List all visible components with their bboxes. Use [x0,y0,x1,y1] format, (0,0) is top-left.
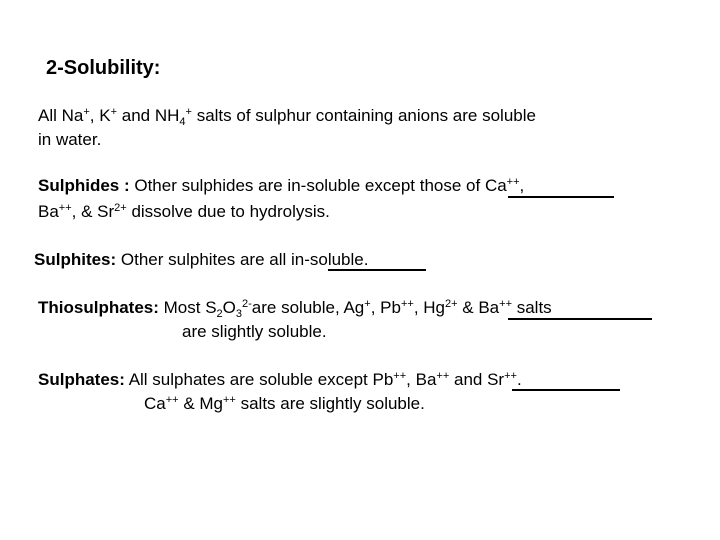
intro-sup-2: + [110,106,118,118]
sulph-text-d: . [516,370,522,389]
sulphides-text-sr: , & Sr [71,202,115,221]
sulphites-underline [328,269,426,271]
sulphides-text-ba: Ba [38,202,59,221]
sulphides-text-end: dissolve due to hydrolysis. [126,202,330,221]
thiosulphates-line-1 [38,298,552,318]
thiosulphates-heading: Thiosulphates: [38,298,159,317]
sulphates-line-1 [38,370,522,390]
thio-sub-1: 2 [216,308,223,320]
sulph2-sup-2: ++ [223,394,236,406]
thio-sub-2: 3 [235,308,243,320]
sulphates-underline [512,389,620,391]
thio-text-d: , Pb [370,298,401,317]
sulph2-text-ca: Ca [144,394,166,413]
intro-text-c: and NH [117,106,180,125]
sulph-sup-2: ++ [436,370,450,382]
thio-text-f: & Ba [457,298,500,317]
sulphides-line-2 [38,202,330,222]
sulph-text-c: and Sr [449,370,505,389]
sulph2-text-mg: & Mg [178,394,223,413]
thio-text-c: are soluble, Ag [251,298,365,317]
sulphates-line-2 [144,394,425,414]
thio-sup-5: ++ [499,298,512,310]
sulph-text-a: All sulphates are soluble except Pb [124,370,394,389]
sulph-sup-3: ++ [504,370,517,382]
thio-sup-2: + [364,298,371,310]
sulphites-line [34,250,368,270]
sulphides-sup-ba: ++ [58,202,72,214]
intro-sub: 4 [179,116,186,128]
sulphides-text: Other sulphides are in-soluble except those of Ca [129,176,507,195]
sulphites-text: Other sulphites are all in-soluble. [116,250,369,269]
thiosulphates-underline [508,318,652,320]
thio-text-b: O [222,298,236,317]
sulphides-line-1 [38,176,524,196]
sulphides-sup: ++ [506,176,520,188]
intro-line-1 [38,106,536,126]
sulphides-underline [508,196,614,198]
thiosulphates-line-2: are slightly soluble. [182,322,327,341]
intro-sup-3: + [185,106,192,118]
thio-text-a: Most S [158,298,217,317]
sulphites-heading: Sulphites: [34,250,117,269]
thio-text-g: salts [512,298,552,317]
thio-sup-1: 2- [242,298,252,310]
sulph-sup-1: ++ [393,370,407,382]
sulphides-end: , [519,176,525,195]
sulphates-heading: Sulphates: [38,370,125,389]
thio-text-e: , Hg [413,298,445,317]
section-title: 2-Solubility: [46,57,161,79]
intro-text-d: salts of sulphur containing anions are soluble [191,106,536,125]
thio-sup-4: 2+ [445,298,458,310]
intro-text-a: All Na [38,106,84,125]
thio-sup-3: ++ [400,298,414,310]
intro-sup-1: + [83,106,90,118]
sulphides-sup-sr: 2+ [114,202,127,214]
sulphides-heading: Sulphides : [38,176,130,195]
sulph2-text-end: salts are slightly soluble. [235,394,425,413]
intro-line-2: in water. [38,130,102,149]
sulph-text-b: , Ba [406,370,437,389]
sulph2-sup-1: ++ [165,394,179,406]
intro-text-b: , K [89,106,111,125]
